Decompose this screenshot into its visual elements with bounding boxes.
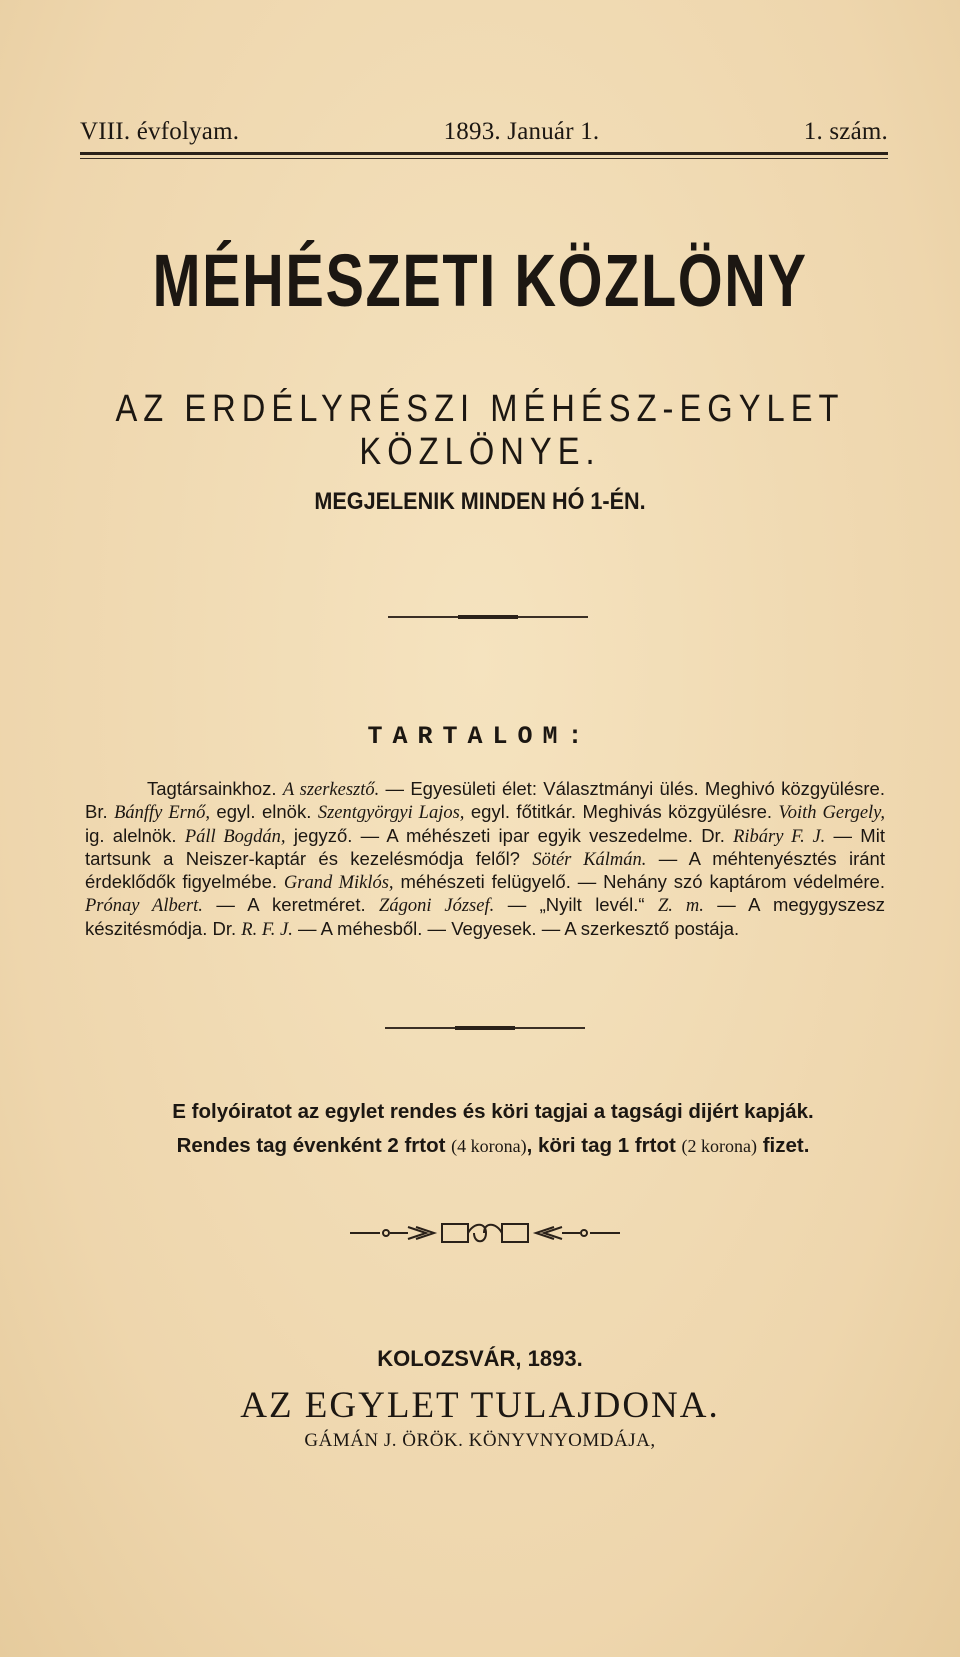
printer-line: GÁMÁN J. ÖRÖK. KÖNYVNYOMDÁJA, [304,1430,656,1451]
section-divider [385,1027,585,1029]
volume-label: VIII. évfolyam. [80,118,240,145]
publication-frequency: MEGJELENIK MINDEN HÓ 1-ÉN. [314,488,646,515]
issue-header [80,118,888,146]
contents-author: Ribáry F. J. [733,826,826,847]
contents-list [85,778,885,941]
section-divider [388,616,588,618]
contents-heading: TARTALOM: [367,722,593,751]
contents-author: Bánffy Ernő, [114,803,210,824]
contents-entry: — Egyesületi élet: Választmányi ülés. Meghivó közgyülésre. Br. [85,778,885,823]
contents-author: A szerkesztő. [282,780,380,800]
contents-entry: — A méhesből. — Vegyesek. — A szerkesztő postája. [292,917,740,939]
journal-subtitle: AZ ERDÉLYRÉSZI MÉHÉSZ-EGYLET KÖZLÖNYE. [115,388,845,473]
notice-line-2: Rendes tag évenként 2 frtot (4 korona), köri tag 1 frtot (2 korona) fizet. [176,1134,810,1157]
contents-entry: jegyző. — A méhészeti ipar egyik veszedelme. Dr. [285,824,734,846]
membership-notice [88,1095,898,1163]
fleuron-ornament-icon [350,1218,620,1248]
contents-author: Prónay Albert. [85,896,203,917]
contents-text [85,778,885,941]
contents-author: R. F. J. [241,919,293,940]
contents-author: Voith Gergely, [778,803,885,824]
contents-entry: — „Nyilt levél.“ [494,894,658,916]
journal-title: MÉHÉSZETI KÖZLÖNY [152,239,808,322]
contents-author: Páll Bogdán, [184,826,286,847]
issue-date: 1893. Január 1. [443,118,600,145]
contents-author: Grand Miklós, [283,873,394,894]
header-rule-thin [80,158,888,159]
contents-author: Szentgyörgyi Lajos, [317,803,465,824]
notice-line-1: E folyóiratot az egylet rendes és köri tagjai a tagsági dijért kapják. [172,1100,814,1123]
contents-entry: méhészeti felügyelő. — Nehány szó kaptárom védelmére. [393,871,885,893]
contents-entry: — A megygyszesz készitésmódja. Dr. [85,894,886,939]
contents-entry: egyl. főtitkár. Meghivás közgyülésre. [464,801,779,823]
contents-author: Z. m. [658,896,704,917]
contents-entry: — Mit tartsunk a Neiszer-kaptár és kezelésmódja felől? [85,824,885,869]
header-rule [80,152,888,155]
contents-entry: Tagtársainkhoz. [147,778,283,799]
publication-place: KOLOZSVÁR, 1893. [377,1346,583,1371]
contents-author: Sötér Kálmán. [532,849,647,870]
contents-entry: — A méhtenyésztés iránt érdeklődők figyelmébe. [85,847,885,893]
contents-entry: — A keretméret. [202,894,380,916]
contents-entry: ig. alelnök. [85,824,185,846]
contents-author: Zágoni József. [379,896,495,917]
contents-entry: egyl. elnök. [209,801,318,823]
issue-number: 1. szám. [803,118,888,145]
ownership-line: AZ EGYLET TULAJDONA. [240,1385,720,1426]
